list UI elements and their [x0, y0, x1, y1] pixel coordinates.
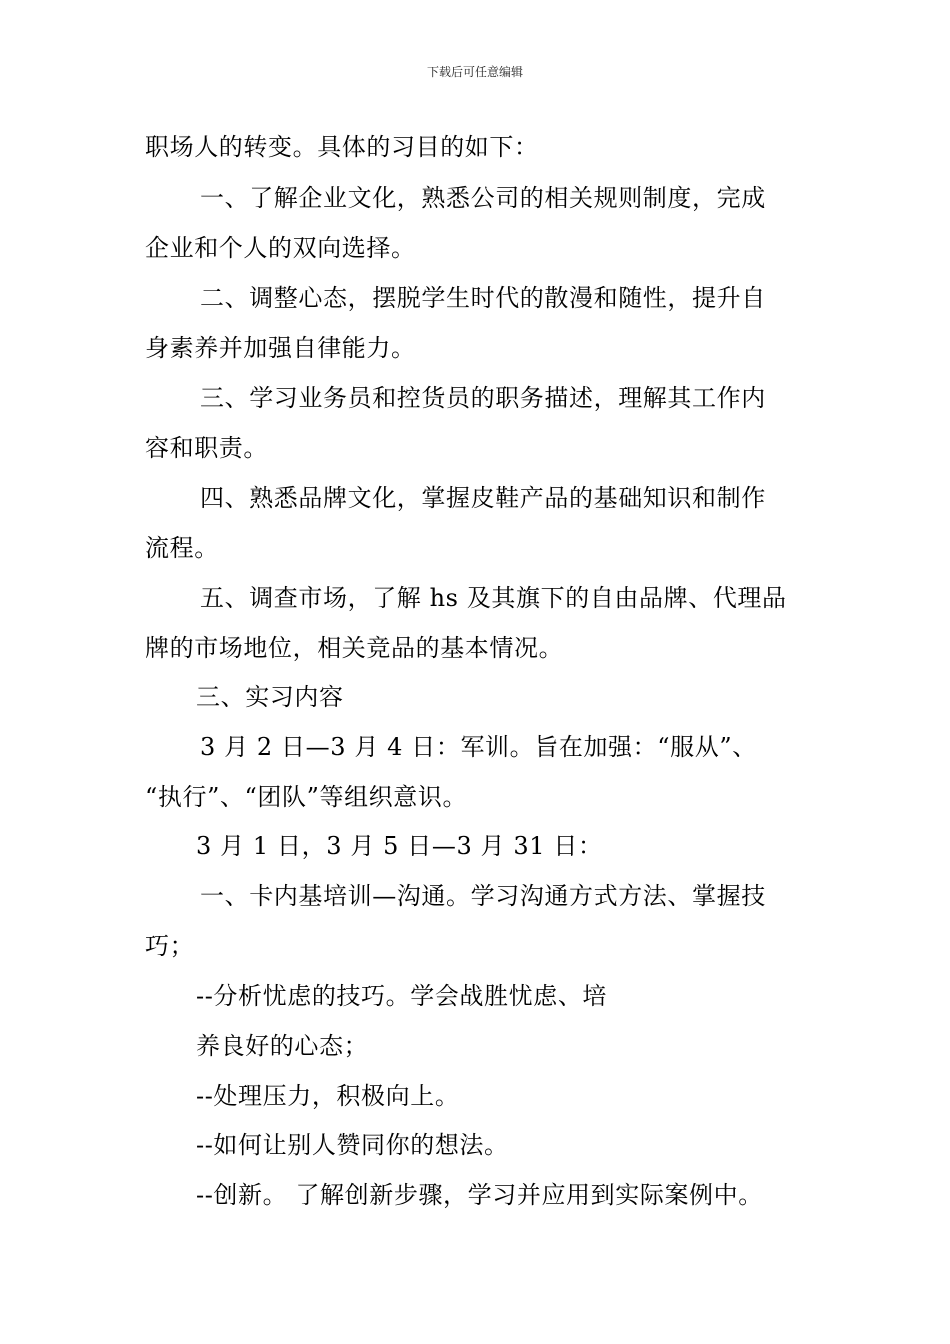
section-heading: 三、实习内容 [196, 683, 344, 711]
text-line: --如何让别人赞同你的想法。 [196, 1131, 509, 1159]
text-line: 身素养并加强自律能力。 [145, 334, 416, 362]
text-line: 养良好的心态； [196, 1032, 369, 1060]
text-line: 3 月 1 日，3 月 5 日—3 月 31 日： [196, 832, 603, 860]
text-line: --处理压力，积极向上。 [196, 1082, 460, 1110]
page-header: 下载后可任意编辑 [426, 65, 523, 79]
text-line: 巧； [145, 932, 195, 960]
text-line: 职场人的转变。具体的习目的如下： [145, 133, 539, 161]
text-line: 3 月 2 日—3 月 4 日：军训。旨在加强：“服从”、 [200, 733, 757, 761]
text-line: --分析忧虑的技巧。学会战胜忧虑、培 [196, 982, 608, 1010]
text-line: 二、调整心态，摆脱学生时代的散漫和随性，提升自 [200, 284, 766, 312]
text-line: 一、卡内基培训—沟通。学习沟通方式方法、掌握技 [200, 882, 766, 910]
text-line: 流程。 [145, 534, 219, 562]
text-line: 三、学习业务员和控货员的职务描述，理解其工作内 [200, 384, 766, 412]
text-line: 五、调查市场，了解 hs 及其旗下的自由品牌、代理品 [200, 584, 787, 612]
text-line: 企业和个人的双向选择。 [145, 234, 416, 262]
text-line: 容和职责。 [145, 434, 268, 462]
text-line: “执行”、“团队”等组织意识。 [145, 783, 468, 811]
text-line: 四、熟悉品牌文化，掌握皮鞋产品的基础知识和制作 [200, 484, 766, 512]
text-line: 一、了解企业文化，熟悉公司的相关规则制度，完成 [200, 184, 766, 212]
text-line: --创新。 了解创新步骤，学习并应用到实际案例中。 [196, 1181, 763, 1209]
text-line: 牌的市场地位，相关竞品的基本情况。 [145, 634, 564, 662]
